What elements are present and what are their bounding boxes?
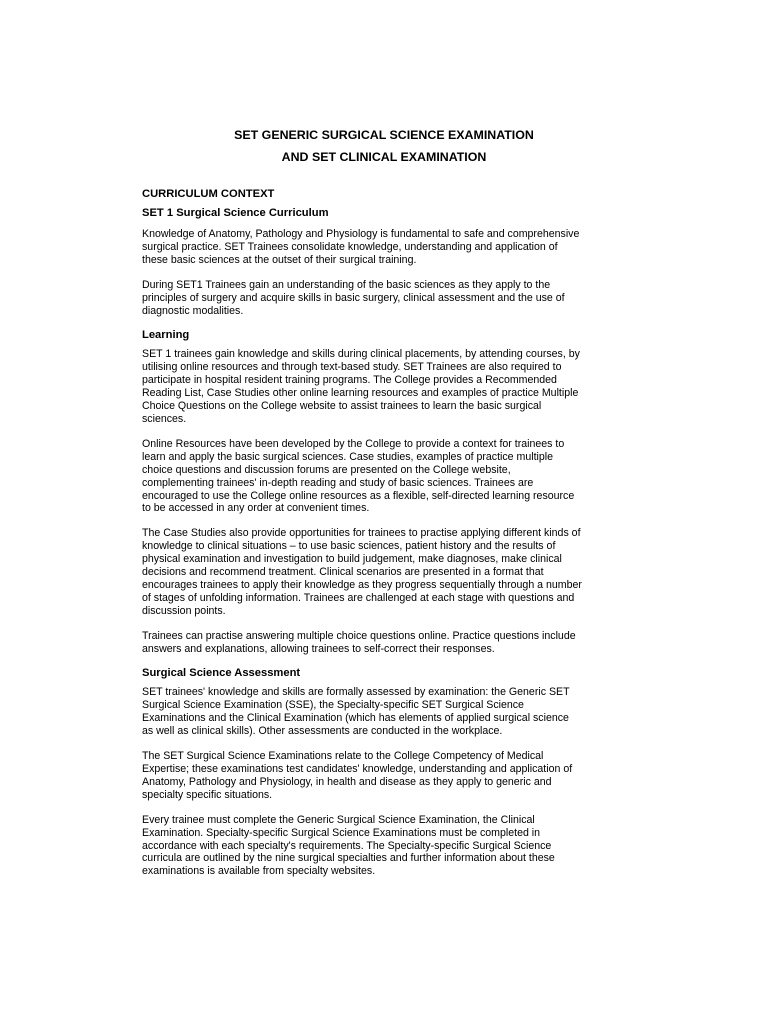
paragraph-line: curricula are outlined by the nine surgical specialties and further information about these bbox=[142, 852, 555, 865]
paragraph-line: answers and explanations, allowing trainees to self-correct their responses. bbox=[142, 642, 495, 655]
paragraph-line: The Case Studies also provide opportunities for trainees to practise applying different kinds of bbox=[142, 527, 581, 540]
paragraph-line: SET 1 trainees gain knowledge and skills during clinical placements, by attending courses, by bbox=[142, 348, 580, 361]
paragraph-line: these basic sciences at the outset of their surgical training. bbox=[142, 253, 417, 266]
paragraph-line: sciences. bbox=[142, 412, 187, 425]
heading-curriculum-context: CURRICULUM CONTEXT bbox=[142, 188, 275, 200]
paragraph-line: Choice Questions on the College website to assist trainees to learn the basic surgical bbox=[142, 400, 542, 413]
paragraph-line: choice questions and discussion forums are presented on the College website, bbox=[142, 463, 511, 476]
paragraph-line: physical examination and investigation to build judgement, make diagnoses, make clinical bbox=[142, 553, 562, 566]
paragraph-competency bbox=[142, 750, 630, 802]
paragraph-line: SET trainees' knowledge and skills are formally assessed by examination: the Generic SET bbox=[142, 686, 570, 699]
paragraph-line: participate in hospital resident training programs. The College provides a Recommended bbox=[142, 374, 557, 387]
paragraph-line: of stages of unfolding information. Trainees are challenged at each stage with questions and bbox=[142, 591, 575, 604]
paragraph-case-studies bbox=[142, 527, 630, 617]
paragraph-during-set1 bbox=[142, 279, 630, 318]
paragraph-line: decisions and recommend treatment. Clinical scenarios are presented in a format that bbox=[142, 566, 544, 579]
heading-learning: Learning bbox=[142, 329, 190, 342]
paragraph-line: Knowledge of Anatomy, Pathology and Physiology is fundamental to safe and comprehensive bbox=[142, 228, 580, 240]
paragraph-line: encouraged to use the College online resources as a flexible, self-directed learning resource bbox=[142, 489, 575, 502]
paragraph-line: discussion points. bbox=[142, 604, 226, 617]
paragraph-set1-trainees bbox=[142, 348, 630, 425]
paragraph-line: Surgical Science Examination (SSE), the Specialty-specific SET Surgical Science bbox=[142, 699, 524, 712]
paragraph-line: knowledge to clinical situations – to use basic sciences, patient history and the results of bbox=[142, 540, 556, 553]
document-title-line-2: AND SET CLINICAL EXAMINATION bbox=[281, 150, 487, 164]
paragraph-line: encourages trainees to apply their knowledge as they progress sequentially through a number bbox=[142, 578, 582, 591]
paragraph-line: Reading List, Case Studies other online learning resources and examples of practice Multiple bbox=[142, 387, 579, 400]
paragraph-line: During SET1 Trainees gain an understanding of the basic sciences as they apply to the bbox=[142, 278, 551, 291]
paragraph-line: The SET Surgical Science Examinations relate to the College Competency of Medical bbox=[142, 750, 544, 763]
paragraph-line: Trainees can practise answering multiple choice questions online. Practice questions include bbox=[142, 629, 576, 642]
paragraph-line: Online Resources have been developed by the College to provide a context for trainees to bbox=[142, 437, 565, 450]
paragraph-line: learn and apply the basic surgical sciences. Case studies, examples of practice multiple bbox=[142, 450, 554, 463]
paragraph-line: Anatomy, Pathology and Physiology, in health and disease as they apply to generic and bbox=[142, 775, 552, 788]
paragraph-line: Examination. Specialty-specific Surgical Science Examinations must be completed in bbox=[142, 826, 541, 839]
document-body bbox=[142, 188, 630, 890]
paragraph-line: diagnostic modalities. bbox=[142, 304, 244, 317]
paragraph-line: to be accessed in any order at convenient times. bbox=[142, 502, 370, 515]
paragraph-line: accordance with each specialty's requirements. The Specialty-specific Surgical Science bbox=[142, 839, 552, 852]
paragraph-line: surgical practice. SET Trainees consolidate knowledge, understanding and application of bbox=[142, 240, 558, 253]
paragraph-line: specialty specific situations. bbox=[142, 788, 273, 801]
paragraph-line: complementing trainees' in-depth reading and study of basic sciences. Trainees are bbox=[142, 476, 534, 489]
paragraph-online-resources bbox=[142, 438, 630, 515]
paragraph-line: Expertise; these examinations test candidates' knowledge, understanding and application of bbox=[142, 763, 573, 775]
paragraph-knowledge bbox=[142, 228, 630, 267]
paragraph-line: utilising online resources and through text-based study. SET Trainees are also required to bbox=[142, 361, 562, 374]
paragraph-every-trainee bbox=[142, 814, 630, 879]
paragraph-line: Examinations and the Clinical Examination (which has elements of applied surgical science bbox=[142, 712, 569, 725]
paragraph-practise-mcq bbox=[142, 630, 630, 656]
paragraph-line: Every trainee must complete the Generic Surgical Science Examination, the Clinical bbox=[142, 813, 535, 826]
paragraph-line: examinations is available from specialty websites. bbox=[142, 865, 376, 878]
paragraph-assessed bbox=[142, 686, 630, 738]
heading-surgical-science-assessment: Surgical Science Assessment bbox=[142, 667, 301, 680]
heading-set1-curriculum: SET 1 Surgical Science Curriculum bbox=[142, 207, 329, 219]
document-title-line-1: SET GENERIC SURGICAL SCIENCE EXAMINATION bbox=[234, 128, 534, 142]
paragraph-line: principles of surgery and acquire skills in basic surgery, clinical assessment and the use of bbox=[142, 291, 565, 304]
paragraph-line: as well as clinical skills). Other assessments are conducted in the workplace. bbox=[142, 725, 503, 738]
